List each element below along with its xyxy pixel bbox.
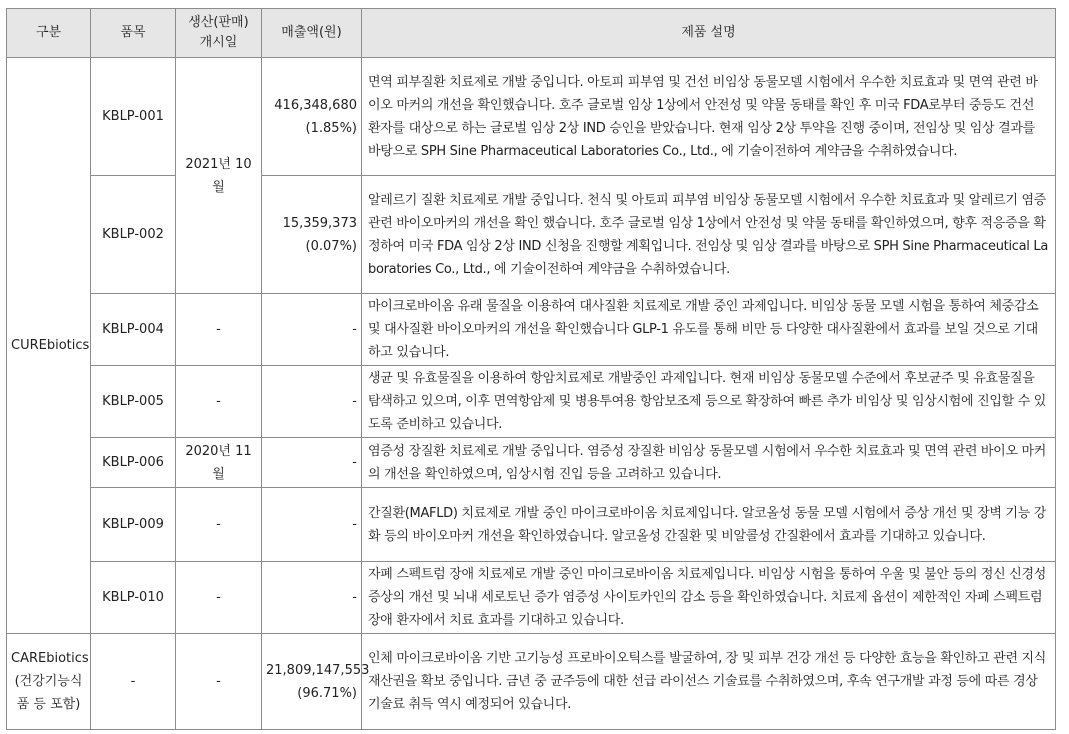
sales-cell: -: [262, 562, 362, 634]
item-cell: KBLP-002: [91, 176, 176, 294]
header-description: 제품 설명: [362, 9, 1056, 58]
item-cell: -: [91, 634, 176, 730]
table-row: [7, 294, 1056, 366]
table-row: [7, 488, 1056, 562]
sales-cell: -: [262, 438, 362, 488]
description-cell: 생균 및 유효물질을 이용하여 항암치료제로 개발중인 과제입니다. 현재 비임상 동물모델 수준에서 후보균주 및 유효물질을 탐색하고 있으며, 이후 면역항암제 및 병용투여용 항암보조제 등으로 확장하여 빠른 추가 비임상 및 임상시험에 진입할 수 있도록 준비하고 있습니다.: [362, 366, 1056, 438]
product-table: [6, 8, 1056, 730]
date-cell: -: [176, 488, 262, 562]
sales-cell: 15,359,373 (0.07%): [262, 176, 362, 294]
header-row: [7, 9, 1056, 58]
header-sales: 매출액(원): [262, 9, 362, 58]
group-carebiotics: CAREbiotics (건강기능식품 등 포함): [7, 634, 91, 730]
description-cell: 마이크로바이옴 유래 물질을 이용하여 대사질환 치료제로 개발 중인 과제입니다. 비임상 동물 모델 시험을 통하여 체중감소 및 대사질환 바이오마커의 개선을 확인했습니다 GLP-1 유도를 통해 비만 등 다양한 대사질환에서 효과를 보일 것으로 기대하고 있습니다.: [362, 294, 1056, 366]
description-cell: 염증성 장질환 치료제로 개발 중입니다. 염증성 장질환 비임상 동물모델 시험에서 우수한 치료효과 및 면역 관련 바이오 마커의 개선을 확인하였으며, 임상시험 진입 등을 고려하고 있습니다.: [362, 438, 1056, 488]
table-row: [7, 176, 1056, 294]
header-launch-date: 생산(판매) 개시일: [176, 9, 262, 58]
table-row: [7, 366, 1056, 438]
date-cell: -: [176, 562, 262, 634]
sales-cell: -: [262, 488, 362, 562]
date-cell: 2020년 11월: [176, 438, 262, 488]
table-row: [7, 438, 1056, 488]
sales-cell: -: [262, 366, 362, 438]
description-cell: 자폐 스펙트럼 장애 치료제로 개발 중인 마이크로바이옴 치료제입니다. 비임상 시험을 통하여 우울 및 불안 등의 정신 신경성 증상의 개선 및 뇌내 세로토닌 증가 염증성 사이토카인의 감소 등을 확인하였습니다. 치료제 옵션이 제한적인 자폐 스펙트럼 장애 환자에서 치료 효과를 기대하고 있습니다.: [362, 562, 1056, 634]
item-cell: KBLP-009: [91, 488, 176, 562]
header-category: 구분: [7, 9, 91, 58]
sales-cell: -: [262, 294, 362, 366]
item-cell: KBLP-001: [91, 58, 176, 176]
table-row: [7, 58, 1056, 176]
date-cell-shared: 2021년 10월: [176, 58, 262, 294]
sales-cell: 21,809,147,553 (96.71%): [262, 634, 362, 730]
description-cell: 면역 피부질환 치료제로 개발 중입니다. 아토피 피부염 및 건선 비임상 동물모델 시험에서 우수한 치료효과 및 면역 관련 바이오 마커의 개선을 확인했습니다. 호주 글로벌 임상 1상에서 안전성 및 약물 동태를 확인 후 미국 FDA로부터 중등도 건선 환자를 대상으로 하는 글로벌 임상 2상 IND 승인을 받았습니다. 현재 임상 2상 투약을 진행 중이며, 전임상 및 임상 결과를 바탕으로 SPH Sine Pharmaceutical Laboratories Co., Ltd., 에 기술이전하여 계약금을 수취하였습니다.: [362, 58, 1056, 176]
item-cell: KBLP-010: [91, 562, 176, 634]
item-cell: KBLP-005: [91, 366, 176, 438]
date-cell: -: [176, 634, 262, 730]
table-row: [7, 634, 1056, 730]
item-cell: KBLP-004: [91, 294, 176, 366]
item-cell: KBLP-006: [91, 438, 176, 488]
header-item: 품목: [91, 9, 176, 58]
date-cell: -: [176, 294, 262, 366]
description-cell: 간질환(MAFLD) 치료제로 개발 중인 마이크로바이옴 치료제입니다. 알코올성 동물 모델 시험에서 증상 개선 및 장벽 기능 강화 등의 바이오마커 개선을 확인하였습니다. 알코올성 간질환 및 비알콜성 간질환에서 효과를 기대하고 있습니다.: [362, 488, 1056, 562]
sales-cell: 416,348,680 (1.85%): [262, 58, 362, 176]
description-cell: 인체 마이크로바이옴 기반 고기능성 프로바이오틱스를 발굴하여, 장 및 피부 건강 개선 등 다양한 효능을 확인하고 관련 지식재산권을 확보 중입니다. 금년 중 균주등에 대한 선급 라이선스 기술료를 수취하였으며, 후속 연구개발 과정 등에 따른 경상기술료 취득 역시 예정되어 있습니다.: [362, 634, 1056, 730]
table-row: [7, 562, 1056, 634]
date-cell: -: [176, 366, 262, 438]
description-cell: 알레르기 질환 치료제로 개발 중입니다. 천식 및 아토피 피부염 비임상 동물모델 시험에서 우수한 치료효과 및 알레르기 염증 관련 바이오마커의 개선을 확인 했습니다. 호주 글로벌 임상 1상에서 안전성 및 약물 동태를 확인하였으며, 향후 적응증을 확정하여 미국 FDA 임상 2상 IND 신청을 진행할 계획입니다. 전임상 및 임상 결과를 바탕으로 SPH Sine Pharmaceutical Laboratories Co., Ltd., 에 기술이전하여 계약금을 수취하였습니다.: [362, 176, 1056, 294]
group-curebiotics: CUREbiotics: [7, 58, 91, 634]
